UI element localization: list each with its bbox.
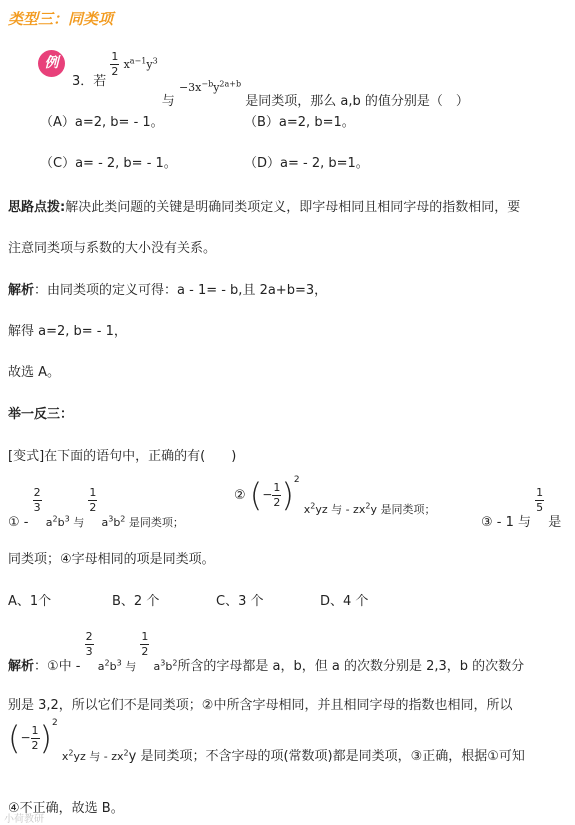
- practice-title: 举一反三：: [8, 407, 74, 422]
- statement-1: ① - $\frac{2}{3}$ $_{a^2b^3 与}$ $\frac{1}{2}$ $_{a^3b^2 是同类项;}$: [8, 486, 184, 530]
- hint-line1: 思路点拨:解决此类问题的关键是明确同类项定义，即字母相同且相同字母的指数相同，要: [8, 200, 521, 215]
- option-a: （A）a=2, b= - 1。: [40, 115, 164, 130]
- statement-3: ③ - 1 与 $\frac{1}{5}$ 是: [481, 486, 562, 530]
- choice-c: C、3 个: [216, 594, 264, 609]
- choice-a: A、1个: [8, 594, 52, 609]
- fraction-2-3: $\frac{2}{3}$: [33, 486, 41, 514]
- statement-line2: 同类项；④字母相同的项是同类项。: [8, 552, 215, 567]
- question-number: 3．若: [72, 74, 107, 89]
- statement-2: ② (− $\frac{1}{2}$ )$^2$ $_{x^2yz 与 - zx^2y 是同类项;}$: [234, 475, 436, 516]
- coef-fraction: $\frac{1}{2}$: [111, 50, 119, 78]
- analysis-line4: ④不正确，故选 B。: [8, 801, 124, 816]
- analysis-line1: 解析：①中 - $\frac{2}{3}$ $_{a^2b^3 与}$ $\frac{1}{2}$ $_{a^3b^2}$所含的字母都是 a，b，但 a 的次数分别是 2,3，b 的次数分: [8, 630, 525, 674]
- analysis-line3: (− $\frac{1}{2}$ )$^2$ $_{x^2yz 与 - zx^2}$y 是同类项；不含字母的项(常数项)都是同类项，③正确，根据①可知: [8, 718, 525, 764]
- question-tail: 是同类项，那么 a,b 的值分别是（ ）: [245, 94, 469, 109]
- solution-line3: 故选 A。: [8, 365, 61, 380]
- option-d: （D）a= - 2, b=1。: [244, 156, 369, 171]
- section-title: 类型三：同类项: [8, 10, 114, 28]
- choice-b: B、2 个: [112, 594, 160, 609]
- solution-line2: 解得 a=2, b= - 1，: [8, 324, 127, 339]
- example-question: 3．若 $\frac{1}{2}$ $^{x^{a-1}y^3}$ 与 $_{-3x^{-b}y^{2a+b}}$ 是同类项，那么 a,b 的值分别是（ ）: [72, 50, 469, 109]
- option-b: （B）a=2, b=1。: [244, 115, 355, 130]
- hint-line2: 注意同类项与系数的大小没有关系。: [8, 241, 217, 256]
- term2: −3x−by2a+b: [178, 79, 242, 94]
- example-badge: 例: [38, 50, 65, 77]
- watermark: 小荷教研: [4, 814, 44, 825]
- option-c: （C）a= - 2, b= - 1。: [40, 156, 177, 171]
- solution-line1: 解析：由同类项的定义可得：a - 1= - b,且 2a+b=3，: [8, 283, 328, 298]
- term1: xa−1y3: [123, 56, 158, 71]
- variant-question: [变式]在下面的语句中，正确的有( ): [8, 449, 237, 464]
- fraction-1-2: $\frac{1}{2}$: [89, 486, 97, 514]
- choice-d: D、4 个: [320, 594, 369, 609]
- analysis-line2: 别是 3,2，所以它们不是同类项；②中所含字母相同，并且相同字母的指数也相同，所以: [8, 698, 513, 713]
